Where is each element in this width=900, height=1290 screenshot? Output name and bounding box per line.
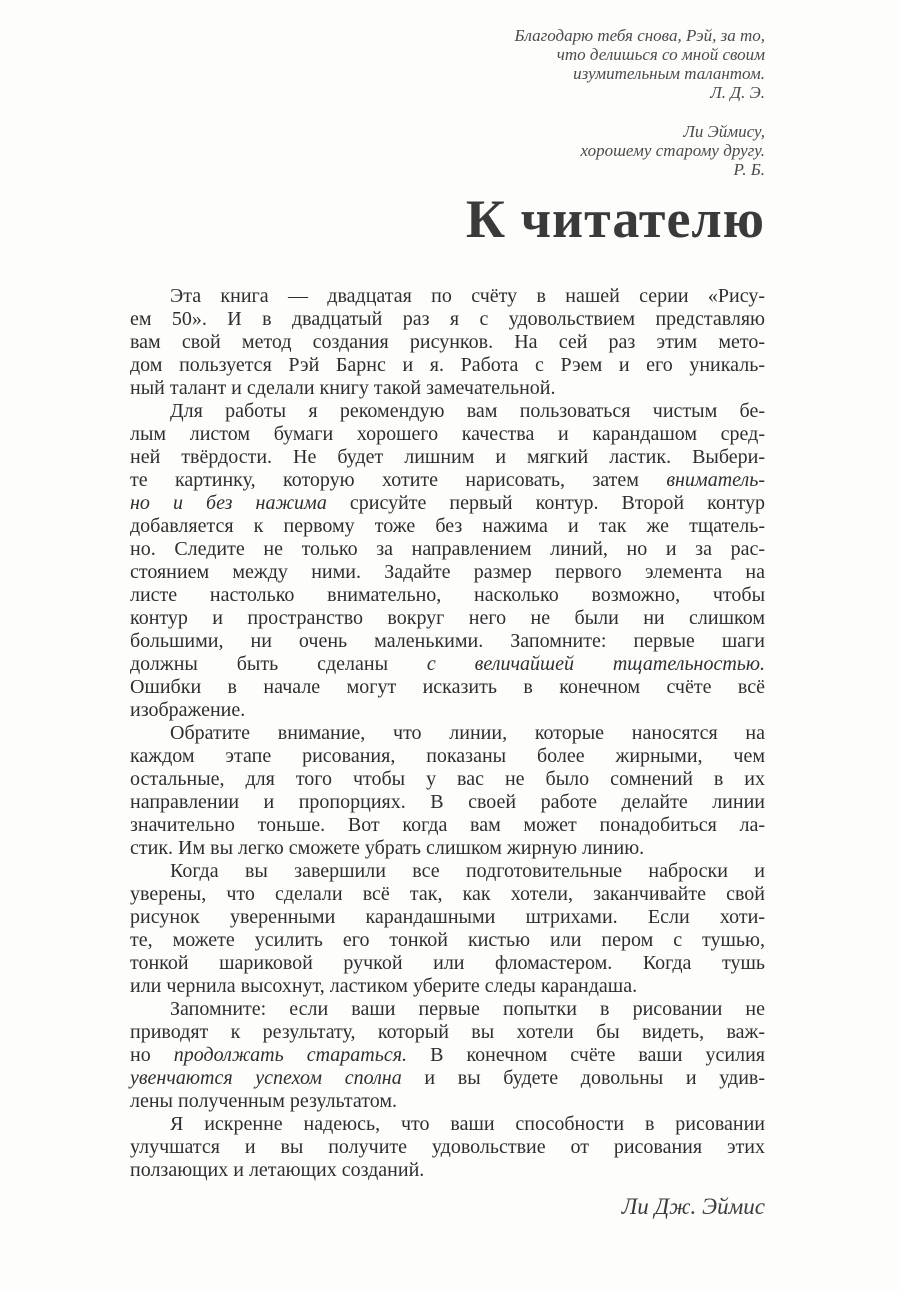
text-line — [130, 630, 765, 653]
text-line — [130, 584, 765, 607]
text-line — [130, 1090, 765, 1113]
body-text-segment: и вы будете довольны и удив- — [401, 1067, 765, 1089]
body-text-segment: Обратите внимание, что линии, которые наносятся на — [170, 722, 765, 744]
body-text-segment: остальные, для того чтобы у вас не было сомнений в их — [130, 768, 765, 790]
paragraph — [130, 1113, 765, 1182]
text-line — [130, 906, 765, 929]
body-text-segment: стик. Им вы легко сможете убрать слишком жирную линию. — [130, 837, 645, 859]
text-line — [130, 561, 765, 584]
body-text-segment: срисуйте первый контур. Второй контур — [326, 492, 766, 514]
text-line — [130, 860, 765, 883]
dedication-line: хорошему старому другу. — [580, 141, 765, 160]
text-line — [130, 768, 765, 791]
text-line — [130, 745, 765, 768]
text-line — [130, 929, 765, 952]
text-line — [130, 515, 765, 538]
dedication-initials: Р. Б. — [733, 160, 765, 179]
body-text-segment: но — [130, 1044, 174, 1066]
body-text-segment: ползающих и летающих созданий. — [130, 1159, 425, 1181]
text-line — [130, 837, 765, 860]
body-text-segment: улучшатся и вы получите удовольствие от рисования этих — [130, 1136, 765, 1158]
text-line — [130, 538, 765, 561]
text-line — [130, 653, 765, 676]
text-line — [130, 975, 765, 998]
text-line — [130, 676, 765, 699]
body-text-segment: Запомните: если ваши первые попытки в рисовании не — [170, 998, 765, 1020]
body-text-segment: листе настолько внимательно, насколько возможно, чтобы — [130, 584, 765, 606]
body-text-segment: ем 50». И в двадцатый раз я с удовольствием представляю — [130, 308, 765, 330]
body-text-segment: большими, ни очень маленькими. Запомните: первые шаги — [130, 630, 765, 652]
text-line — [130, 1021, 765, 1044]
body-text-segment: направлении и пропорциях. В своей работе делайте линии — [130, 791, 765, 813]
text-line — [130, 469, 765, 492]
dedication-quote-1 — [130, 26, 765, 102]
body-text-segment: те картинку, которую хотите нарисовать, затем — [130, 469, 667, 491]
emphasized-text: с величайшей тщательностью. — [426, 653, 765, 675]
body-text-segment: рисунок уверенными карандашными штрихами. Если хоти- — [130, 906, 765, 928]
text-line — [130, 492, 765, 515]
body-text-segment: контур и пространство вокруг него не были ни слишком — [130, 607, 765, 629]
body-text-segment: дом пользуется Рэй Барнс и я. Работа с Рэем и его уникаль- — [130, 354, 765, 376]
emphasized-text: но и без нажима — [130, 492, 327, 514]
body-text-segment: Я искренне надеюсь, что ваши способности в рисовании — [170, 1113, 765, 1135]
dedication-line: Благодарю тебя снова, Рэй, за то, — [514, 26, 765, 45]
body-text-segment: изображение. — [130, 699, 246, 721]
text-line — [130, 1113, 765, 1136]
body-text-segment: добавляется к первому тоже без нажима и так же тщатель- — [130, 515, 765, 537]
paragraph — [130, 998, 765, 1113]
body-text-segment: ный талант и сделали книгу такой замечательной. — [130, 377, 556, 399]
body-text-segment: значительно тоньше. Вот когда вам может понадобиться ла- — [130, 814, 765, 836]
text-line — [130, 446, 765, 469]
body-text-segment: Когда вы завершили все подготовительные наброски и — [170, 860, 765, 882]
paragraph — [130, 285, 765, 400]
emphasized-text: увенчаются успехом сполна — [130, 1067, 402, 1089]
emphasized-text: вниматель- — [666, 469, 765, 491]
body-text-segment: лым листом бумаги хорошего качества и карандашом сред- — [130, 423, 765, 445]
text-line — [130, 998, 765, 1021]
text-line — [130, 308, 765, 331]
dedication-line: что делишься со мной своим — [556, 45, 765, 64]
text-line — [130, 952, 765, 975]
body-text-segment: но. Следите не только за направлением линий, но и за рас- — [130, 538, 765, 560]
author-signature: Ли Дж. Эймис — [621, 1194, 765, 1219]
body-text-segment: или чернила высохнут, ластиком уберите следы карандаша. — [130, 975, 638, 997]
body-text-segment: стоянием между ними. Задайте размер первого элемента на — [130, 561, 765, 583]
body-text-segment: каждом этапе рисования, показаны более жирными, чем — [130, 745, 765, 767]
text-line — [130, 285, 765, 308]
dedication-line: Ли Эймису, — [683, 122, 765, 141]
body-text-segment: лены полученным результатом. — [130, 1090, 398, 1112]
text-line — [130, 699, 765, 722]
dedication-initials: Л. Д. Э. — [710, 83, 765, 102]
text-line — [130, 1067, 765, 1090]
chapter-title: К читателю — [465, 189, 765, 249]
text-line — [130, 423, 765, 446]
body-text-segment: вам свой метод создания рисунков. На сей раз этим мето- — [130, 331, 765, 353]
paragraph — [130, 860, 765, 998]
body-text-segment: должны быть сделаны — [130, 653, 427, 675]
text-line — [130, 814, 765, 837]
text-line — [130, 1044, 765, 1067]
text-line — [130, 1136, 765, 1159]
text-line — [130, 331, 765, 354]
text-line — [130, 354, 765, 377]
text-line — [130, 607, 765, 630]
dedication-quote-2 — [130, 122, 765, 179]
paragraph — [130, 722, 765, 860]
dedication-line: изумительным талантом. — [573, 64, 765, 83]
body-text-segment: те, можете усилить его тонкой кистью или пером с тушью, — [130, 929, 765, 951]
text-line — [130, 722, 765, 745]
dedication — [130, 26, 765, 179]
text-line — [130, 377, 765, 400]
text-line — [130, 400, 765, 423]
body-text-segment: уверены, что сделали всё так, как хотели, заканчивайте свой — [130, 883, 765, 905]
body-text-segment: приводят к результату, который вы хотели бы видеть, важ- — [130, 1021, 765, 1043]
emphasized-text: продолжать стараться. — [173, 1044, 408, 1066]
body-text-segment: Ошибки в начале могут исказить в конечном счёте всё — [130, 676, 765, 698]
text-line — [130, 1159, 765, 1182]
body-text-segment: тонкой шариковой ручкой или фломастером. Когда тушь — [130, 952, 765, 974]
body-text-segment: ней твёрдости. Не будет лишним и мягкий ластик. Выбери- — [130, 446, 765, 468]
body-text-segment: Эта книга — двадцатая по счёту в нашей серии «Рису- — [170, 285, 765, 307]
text-line — [130, 883, 765, 906]
text-line — [130, 791, 765, 814]
paragraph — [130, 400, 765, 722]
body-text-segment: Для работы я рекомендую вам пользоваться чистым бе- — [170, 400, 765, 422]
body-paragraphs — [130, 285, 765, 1182]
body-text-segment: В конечном счёте ваши усилия — [407, 1044, 766, 1066]
